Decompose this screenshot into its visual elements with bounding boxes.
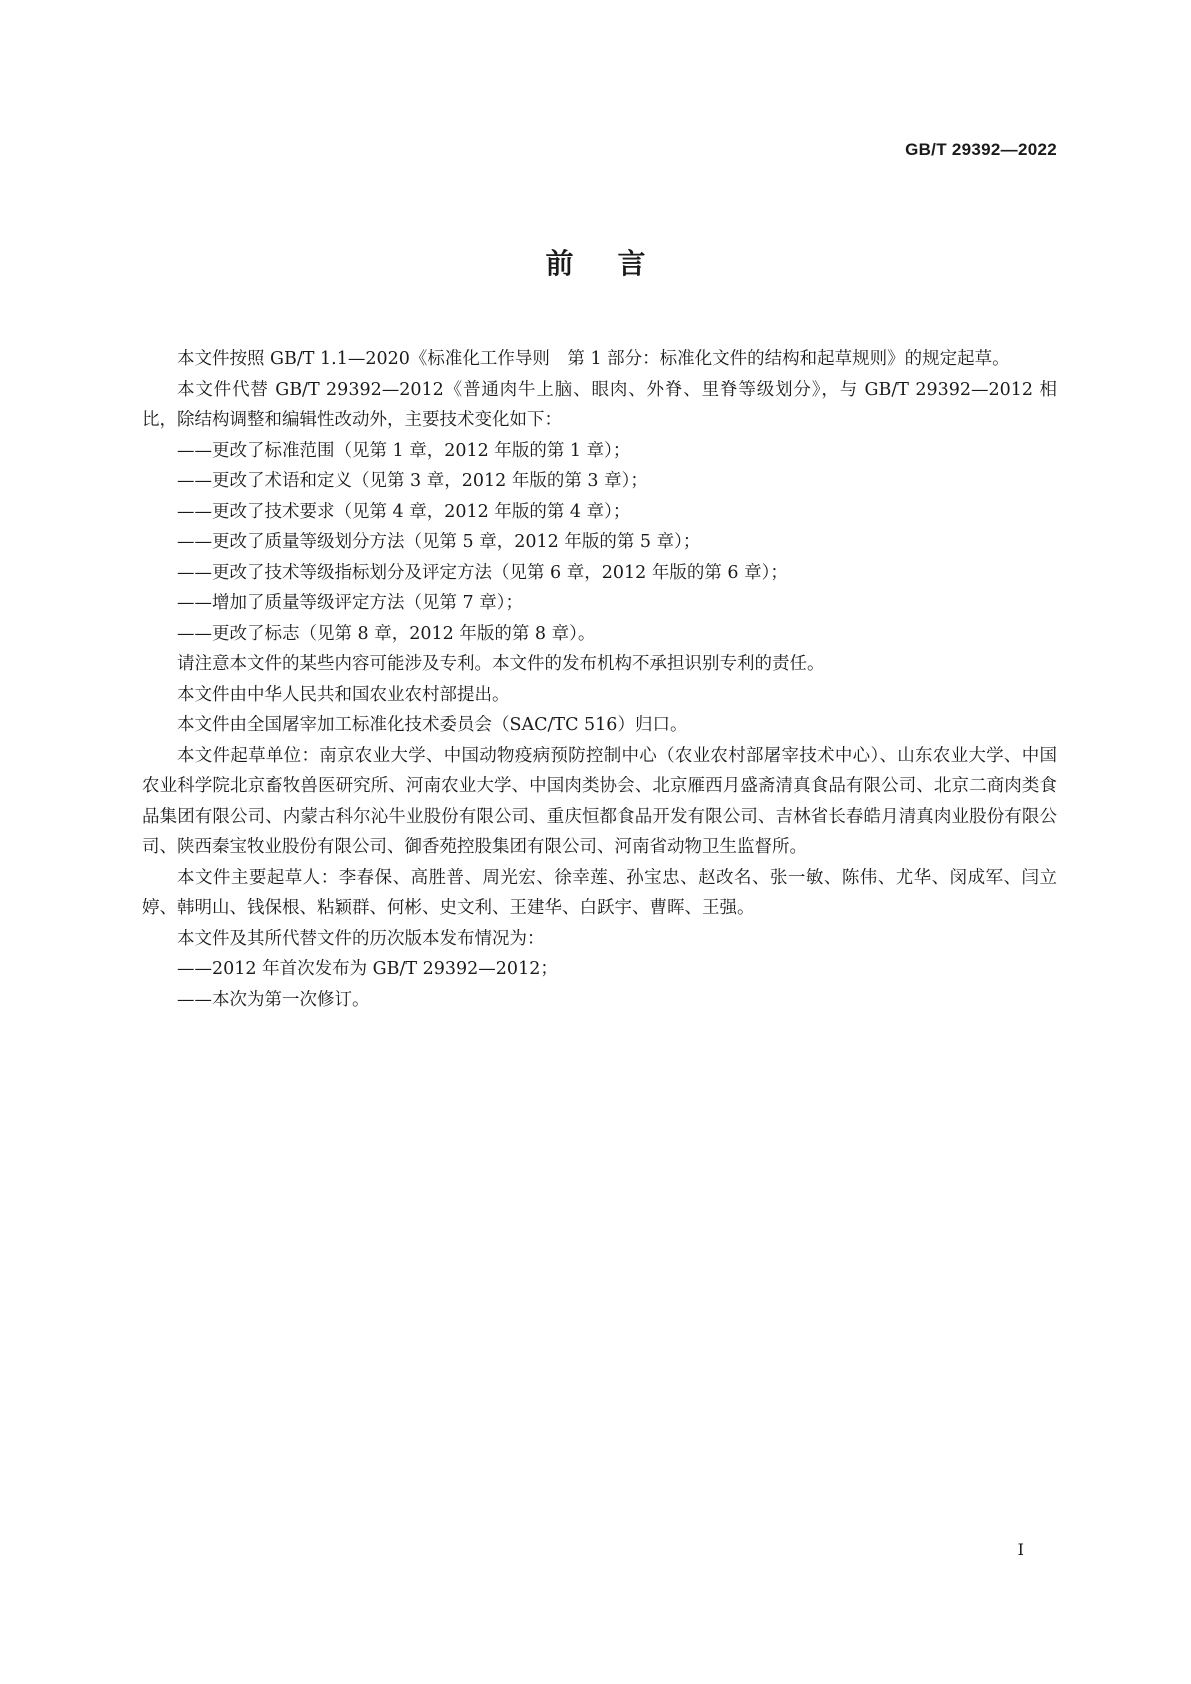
standard-code: GB/T 29392—2022 [905, 140, 1057, 159]
paragraph-drafters: 本文件主要起草人：李春保、高胜普、周光宏、徐幸莲、孙宝忠、赵改名、张一敏、陈伟、尤华、闵成军、闫立婷、韩明山、钱保根、粘颖群、何彬、史文利、王建华、白跃宇、曹晖、王强。 [142, 867, 1057, 918]
history-item: ——本次为第一次修订。 [177, 989, 370, 1010]
page-number: I [1017, 1540, 1024, 1559]
paragraph-patent-notice: 请注意本文件的某些内容可能涉及专利。本文件的发布机构不承担识别专利的责任。 [177, 654, 825, 674]
paragraph-version-history: 本文件及其所代替文件的历次版本发布情况为： [177, 928, 545, 949]
foreword-body [142, 344, 1057, 1015]
history-item: ——2012 年首次发布为 GB/T 29392—2012； [177, 959, 558, 979]
change-item: ——更改了标志（见第 8 章，2012 年版的第 8 章）。 [177, 623, 596, 644]
change-item: ——更改了术语和定义（见第 3 章，2012 年版的第 3 章）； [177, 471, 648, 491]
paragraph-proposed-by: 本文件由中华人民共和国农业农村部提出。 [177, 684, 510, 705]
paragraph-under-jurisdiction: 本文件由全国屠宰加工标准化技术委员会（SAC/TC 516）归口。 [177, 715, 688, 735]
change-item: ——更改了技术要求（见第 4 章，2012 年版的第 4 章）； [177, 501, 631, 522]
change-item: ——更改了标准范围（见第 1 章，2012 年版的第 1 章）； [177, 440, 631, 461]
change-item: ——更改了质量等级划分方法（见第 5 章，2012 年版的第 5 章）； [177, 532, 701, 552]
change-item: ——更改了技术等级指标划分及评定方法（见第 6 章，2012 年版的第 6 章）； [177, 562, 788, 583]
paragraph-drafting-rules: 本文件按照 GB/T 1.1—2020《标准化工作导则 第 1 部分：标准化文件的结构和起草规则》的规定起草。 [177, 349, 1010, 369]
page-title: 前言 [545, 247, 690, 280]
paragraph-replacement: 本文件代替 GB/T 29392—2012《普通肉牛上脑、眼肉、外脊、里脊等级划分》，与 GB/T 29392—2012 相比，除结构调整和编辑性改动外，主要技术变化如下： [142, 379, 1057, 430]
change-item: ——增加了质量等级评定方法（见第 7 章）； [177, 593, 524, 613]
paragraph-drafting-units: 本文件起草单位：南京农业大学、中国动物疫病预防控制中心（农业农村部屠宰技术中心）、山东农业大学、中国农业科学院北京畜牧兽医研究所、河南农业大学、中国肉类协会、北京雁西月盛斋清真食品有限公司、北京二商肉类食品集团有限公司、内蒙古科尔沁牛业股份有限公司、重庆恒都食品开发有限公司、吉林省长春皓月清真肉业股份有限公司、陕西秦宝牧业股份有限公司、御香苑控股集团有限公司、河南省动物卫生监督所。 [142, 745, 1057, 857]
